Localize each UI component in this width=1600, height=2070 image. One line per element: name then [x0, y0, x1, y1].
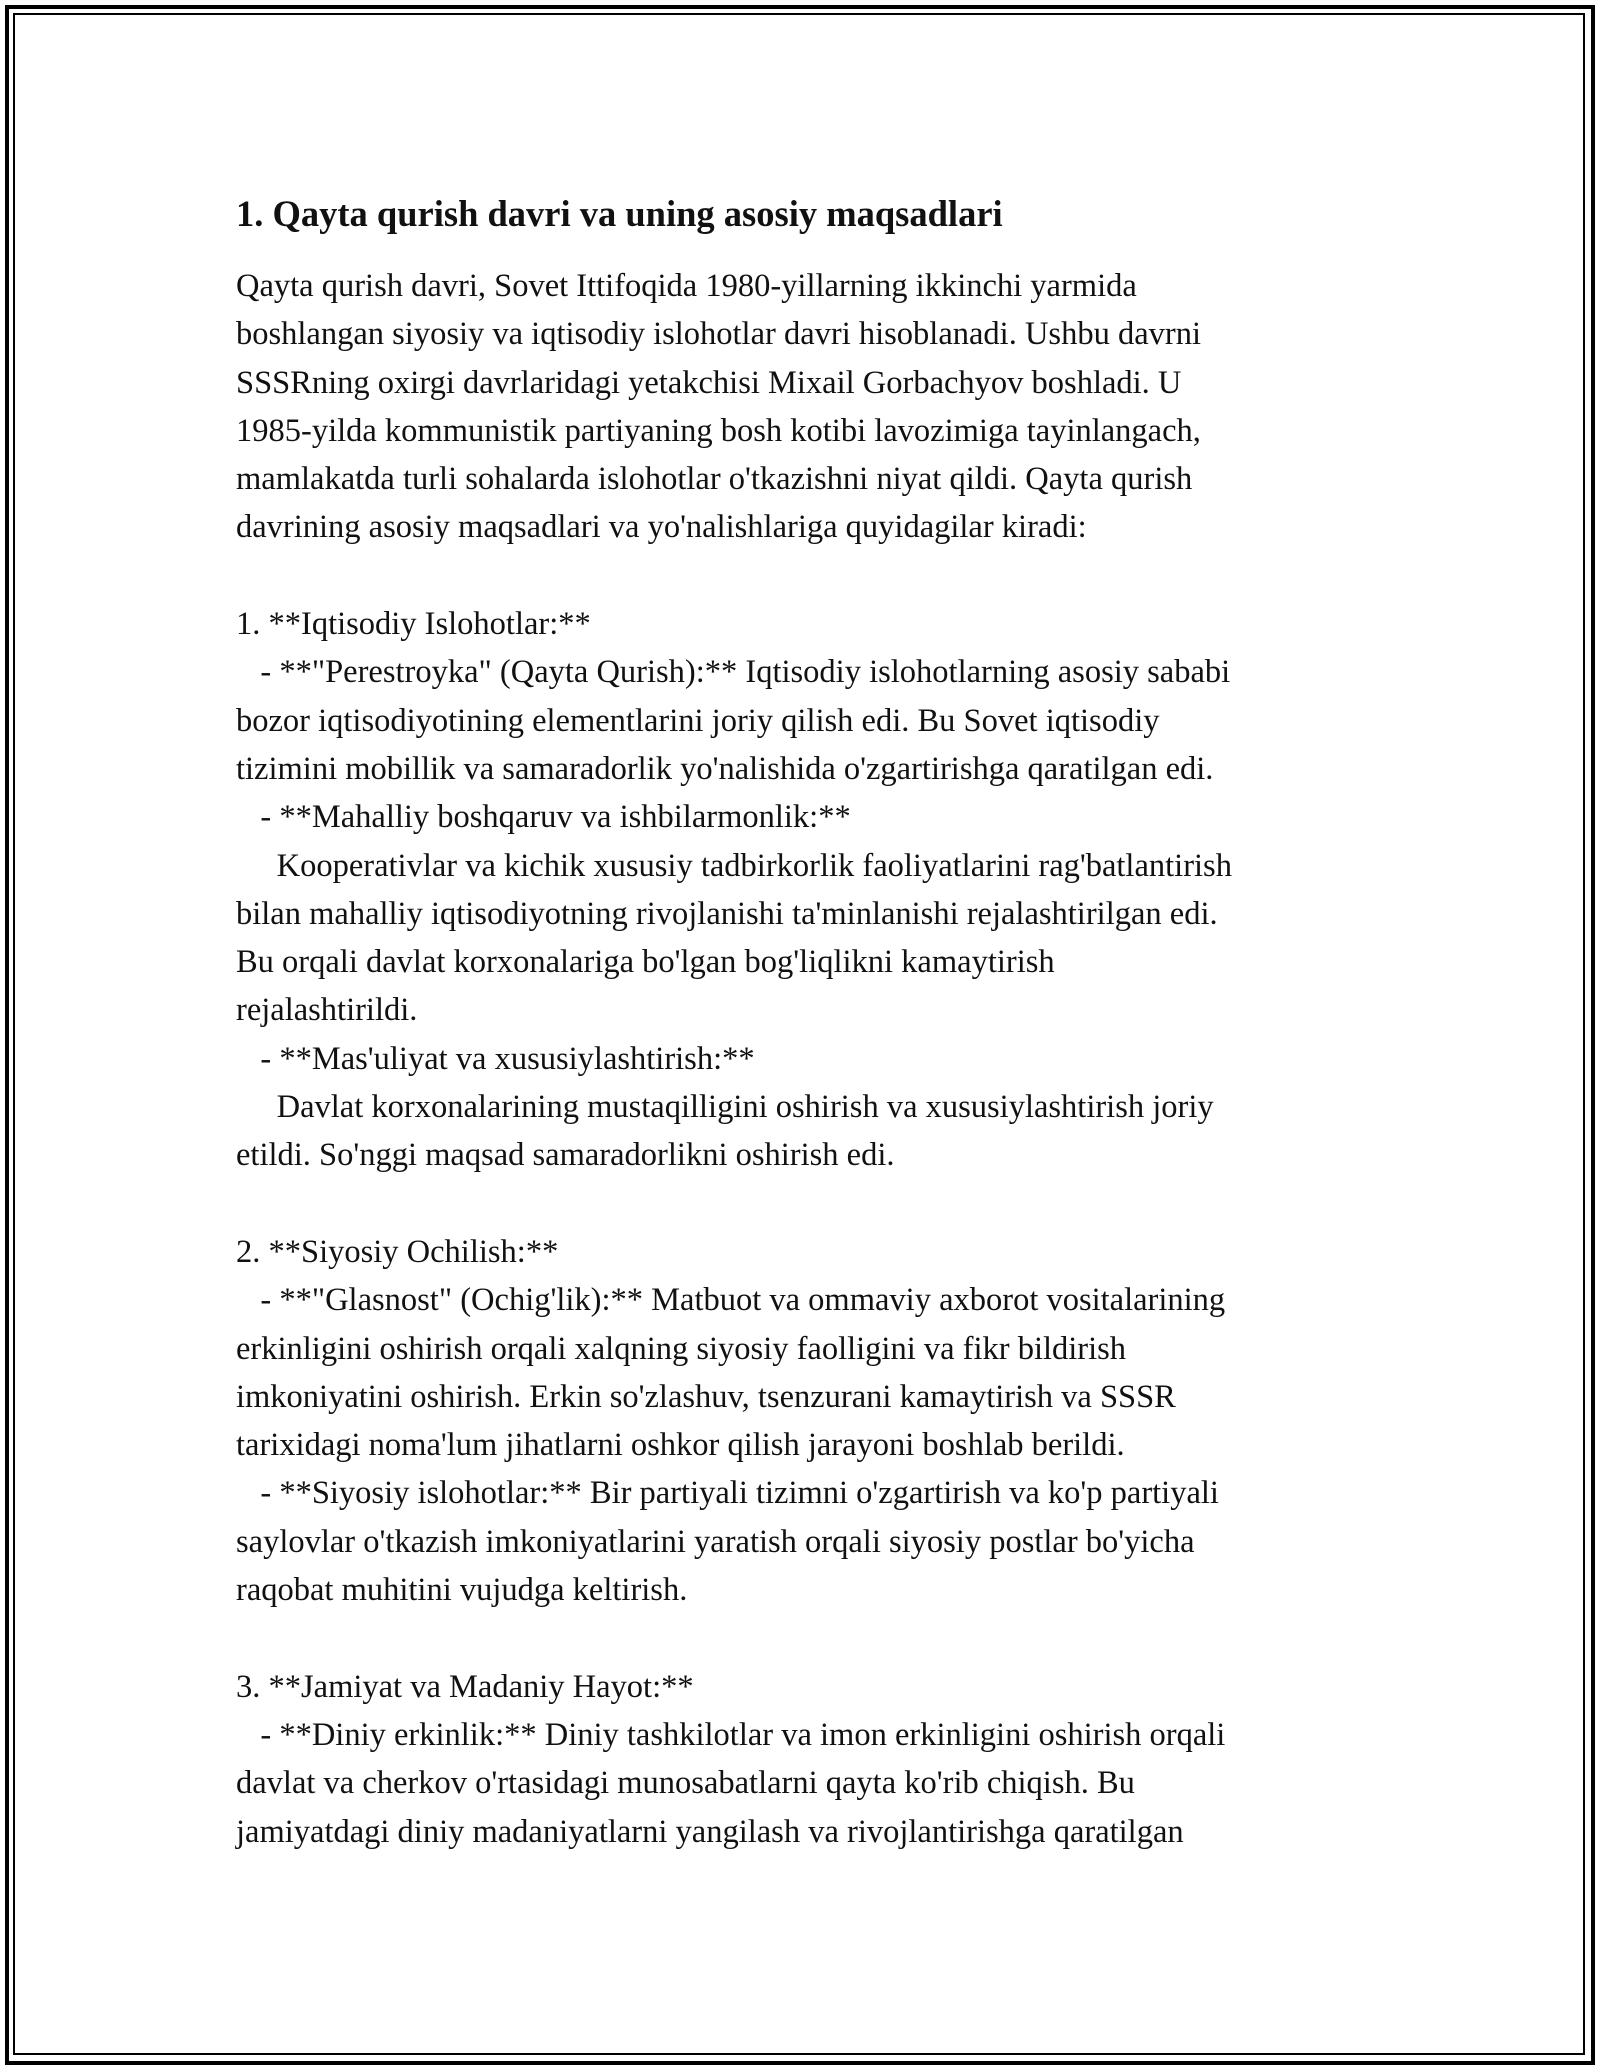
blank-line: [236, 1614, 1406, 1662]
text-line: bilan mahalliy iqtisodiyotning rivojlanishi ta'minlanishi rejalashtirilgan edi.: [236, 895, 1218, 932]
text-line: mamlakatda turli sohalarda islohotlar o'tkazishni niyat qildi. Qayta qurish: [236, 461, 1193, 498]
text-line: tarixidagi noma'lum jihatlarni oshkor qilish jarayoni boshlab berildi.: [236, 1427, 1125, 1464]
text-line: jamiyatdagi diniy madaniyatlarni yangilash va rivojlantirishga qaratilgan: [236, 1813, 1184, 1850]
text-line: Kooperativlar va kichik xususiy tadbirkorlik faoliyatlarini rag'batlantirish: [236, 847, 1232, 884]
text-line: - **Diniy erkinlik:** Diniy tashkilotlar va imon erkinligini oshirish orqali: [236, 1716, 1226, 1753]
text-line: erkinligini oshirish orqali xalqning siyosiy faolligini va fikr bildirish: [236, 1330, 1127, 1367]
body-text: [236, 242, 1406, 1856]
text-line: davlat va cherkov o'rtasidagi munosabatlarni qayta ko'rib chiqish. Bu: [236, 1765, 1135, 1802]
text-line: bozor iqtisodiyotining elementlarini joriy qilish edi. Bu Sovet iqtisodiy: [236, 702, 1160, 739]
text-line: raqobat muhitini vujudga keltirish.: [236, 1572, 688, 1609]
text-line: etildi. So'nggi maqsad samaradorlikni oshirish edi.: [236, 1137, 895, 1174]
text-line: 1985-yilda kommunistik partiyaning bosh kotibi lavozimiga tayinlangach,: [236, 412, 1201, 449]
text-line: Davlat korxonalarining mustaqilligini oshirish va xususiylashtirish joriy: [236, 1089, 1214, 1126]
text-line: - **Mahalliy boshqaruv va ishbilarmonlik:**: [236, 799, 851, 836]
blank-line: [236, 552, 1406, 600]
text-line: Bu orqali davlat korxonalariga bo'lgan bog'liqlikni kamaytirish: [236, 944, 1055, 981]
text-line: 1. **Iqtisodiy Islohotlar:**: [236, 606, 591, 643]
text-line: Qayta qurish davri, Sovet Ittifoqida 1980-yillarning ikkinchi yarmida: [236, 268, 1137, 304]
text-line: davrining asosiy maqsadlari va yo'nalishlariga quyidagilar kiradi:: [236, 509, 1087, 546]
document-content: [236, 186, 1406, 1856]
text-line: - **"Perestroyka" (Qayta Qurish):** Iqtisodiy islohotlarning asosiy sababi: [236, 654, 1231, 691]
text-line: - **Siyosiy islohotlar:** Bir partiyali tizimni o'zgartirish va ko'p partiyali: [236, 1475, 1219, 1512]
text-line: imkoniyatini oshirish. Erkin so'zlashuv, tsenzurani kamaytirish va SSSR: [236, 1378, 1176, 1415]
blank-line: [236, 1180, 1406, 1228]
section-heading: 1. Qayta qurish davri va uning asosiy maqsadlari: [236, 193, 1003, 234]
text-line: rejalashtirildi.: [236, 992, 418, 1029]
text-line: SSSRning oxirgi davrlaridagi yetakchisi Mixail Gorbachyov boshladi. U: [236, 364, 1182, 401]
text-line: 2. **Siyosiy Ochilish:**: [236, 1233, 559, 1270]
text-line: tizimini mobillik va samaradorlik yo'nalishida o'zgartirishga qaratilgan edi.: [236, 750, 1214, 787]
text-line: saylovlar o'tkazish imkoniyatlarini yaratish orqali siyosiy postlar bo'yicha: [236, 1523, 1195, 1560]
text-line: boshlangan siyosiy va iqtisodiy islohotlar davri hisoblanadi. Ushbu davrni: [236, 316, 1201, 353]
text-line: - **"Glasnost" (Ochig'lik):** Matbuot va ommaviy axborot vositalarining: [236, 1282, 1226, 1319]
text-line: - **Mas'uliyat va xususiylashtirish:**: [236, 1040, 755, 1077]
text-line: 3. **Jamiyat va Madaniy Hayot:**: [236, 1668, 694, 1705]
